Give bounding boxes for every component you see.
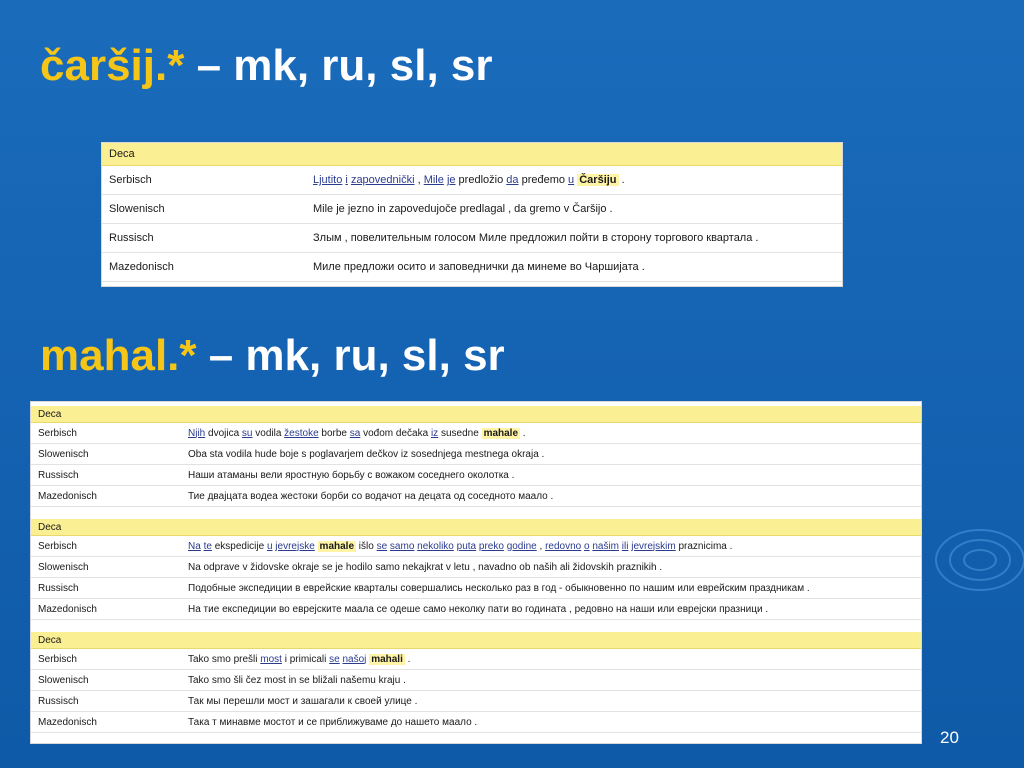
sentence-text: borbe bbox=[318, 427, 350, 439]
sentence-text: , bbox=[536, 540, 546, 552]
word-link[interactable]: nekoliko bbox=[417, 540, 454, 552]
word-link[interactable]: našim bbox=[592, 540, 620, 552]
sentence-cell bbox=[181, 578, 921, 599]
word-link[interactable]: su bbox=[241, 427, 253, 439]
sentence-text: На тие експедиции во еврејските маала се одеше само неколку пати во годината , редовно на наши или еврејски празници . bbox=[188, 603, 769, 615]
group-header-row bbox=[31, 519, 921, 536]
table-row bbox=[31, 444, 921, 465]
sentence-cell bbox=[306, 224, 842, 253]
sentence-text: vodila bbox=[252, 427, 285, 439]
word-link[interactable]: se bbox=[376, 540, 388, 552]
sentence-text: . bbox=[404, 653, 411, 665]
language-cell: Mazedonisch bbox=[102, 253, 306, 282]
word-link[interactable]: je bbox=[446, 174, 456, 186]
word-link[interactable]: i bbox=[345, 174, 348, 186]
language-cell: Mazedonisch bbox=[31, 712, 181, 733]
group-header-row bbox=[31, 632, 921, 649]
concordance-table-carsij bbox=[102, 143, 842, 282]
table-row bbox=[31, 536, 921, 557]
sentence-text: Тие двајцата водеа жестоки борби со водачот на децата од соседното маало . bbox=[188, 490, 554, 502]
sentence-cell bbox=[306, 253, 842, 282]
word-link[interactable]: o bbox=[583, 540, 590, 552]
word-link[interactable]: ili bbox=[621, 540, 629, 552]
sentence-cell bbox=[181, 599, 921, 620]
table-row bbox=[31, 649, 921, 670]
word-link[interactable]: godine bbox=[506, 540, 537, 552]
language-cell: Russisch bbox=[102, 224, 306, 253]
word-link[interactable]: iz bbox=[430, 427, 439, 439]
table-row bbox=[31, 423, 921, 444]
word-link[interactable]: sa bbox=[349, 427, 361, 439]
sentence-cell bbox=[306, 166, 842, 195]
sentence-text: Tako smo prešli bbox=[188, 653, 261, 665]
language-cell: Russisch bbox=[31, 578, 181, 599]
spacer-cell bbox=[31, 620, 921, 633]
sentence-text: išlo bbox=[356, 540, 377, 552]
title-keyword: mahal.* bbox=[40, 331, 197, 380]
sentence-cell bbox=[181, 444, 921, 465]
sentence-cell bbox=[181, 486, 921, 507]
sentence-cell bbox=[181, 691, 921, 712]
table-row bbox=[31, 670, 921, 691]
sentence-cell bbox=[181, 670, 921, 691]
keyword-highlight: Čaršiju bbox=[579, 174, 617, 186]
concordance-table-mahal bbox=[31, 406, 921, 733]
word-link[interactable]: se bbox=[329, 653, 340, 665]
word-link[interactable]: u bbox=[266, 540, 273, 552]
slide-title-mahal bbox=[40, 331, 505, 380]
sentence-text: . bbox=[618, 174, 625, 186]
sentence-text: ekspedicije bbox=[211, 540, 267, 552]
word-link[interactable]: da bbox=[506, 174, 519, 186]
word-link[interactable]: Njih bbox=[188, 427, 206, 439]
language-cell: Slowenisch bbox=[102, 195, 306, 224]
language-cell: Slowenisch bbox=[31, 444, 181, 465]
sentence-cell bbox=[181, 712, 921, 733]
language-cell: Slowenisch bbox=[31, 557, 181, 578]
table-row bbox=[31, 599, 921, 620]
group-header: Deca bbox=[31, 519, 921, 536]
sentence-text: praznicima . bbox=[675, 540, 733, 552]
sentence-text: Na odprave v židovske okraje se je hodilo samo nekajkrat v letu , navadno ob naših ali židovskih praznikih . bbox=[188, 561, 663, 573]
table-row bbox=[31, 557, 921, 578]
group-header: Deca bbox=[31, 406, 921, 423]
sentence-cell bbox=[181, 557, 921, 578]
concordance-panel-carsij bbox=[101, 142, 843, 287]
group-header-row bbox=[31, 406, 921, 423]
word-link[interactable]: te bbox=[203, 540, 212, 552]
language-cell: Serbisch bbox=[31, 423, 181, 444]
sentence-text: Миле предложи осито и заповеднички да минеме во Чаршијата . bbox=[313, 261, 645, 273]
table-row bbox=[31, 712, 921, 733]
word-link[interactable]: Mile bbox=[423, 174, 444, 186]
title-languages: – mk, ru, sl, sr bbox=[196, 331, 505, 380]
language-cell: Serbisch bbox=[31, 536, 181, 557]
group-header: Deca bbox=[102, 143, 842, 166]
table-row bbox=[31, 486, 921, 507]
table-row bbox=[31, 465, 921, 486]
group-spacer bbox=[31, 507, 921, 520]
table-row bbox=[102, 224, 842, 253]
sentence-text: Злым , повелительным голосом Миле предложил пойти в сторону торгового квартала . bbox=[313, 232, 759, 244]
sentence-text: predložio bbox=[455, 174, 507, 186]
word-link[interactable]: jevrejskim bbox=[631, 540, 676, 552]
sentence-cell bbox=[181, 423, 921, 444]
group-spacer bbox=[31, 620, 921, 633]
slide-title-carsij bbox=[40, 41, 493, 90]
language-cell: Mazedonisch bbox=[31, 599, 181, 620]
sentence-text: Подобные экспедиции в еврейские кварталы совершались несколько раз в год - обыкновенно по нашим или еврейским праздникам . bbox=[188, 582, 810, 594]
language-cell: Mazedonisch bbox=[31, 486, 181, 507]
sentence-text: Так мы перешли мост и зашагали к своей улице . bbox=[188, 695, 418, 707]
sentence-cell bbox=[181, 465, 921, 486]
sentence-text: dvojica bbox=[205, 427, 242, 439]
sentence-text: Така т минавме мостот и се приближуваме до нашето маало . bbox=[188, 716, 478, 728]
language-cell: Russisch bbox=[31, 465, 181, 486]
word-link[interactable]: preko bbox=[478, 540, 504, 552]
sentence-text: susedne bbox=[438, 427, 482, 439]
language-cell: Serbisch bbox=[31, 649, 181, 670]
word-link[interactable]: žestoke bbox=[284, 427, 319, 439]
language-cell: Slowenisch bbox=[31, 670, 181, 691]
word-link[interactable]: Na bbox=[188, 540, 201, 552]
sentence-text: vođom dečaka bbox=[360, 427, 431, 439]
word-link[interactable]: puta bbox=[456, 540, 477, 552]
sentence-text: , bbox=[414, 174, 424, 186]
sentence-cell bbox=[181, 536, 921, 557]
word-link[interactable]: Ljutito bbox=[313, 174, 343, 186]
page-number: 20 bbox=[940, 728, 959, 747]
sentence-text: pređemo bbox=[518, 174, 569, 186]
keyword-highlight: mahale bbox=[483, 427, 519, 439]
word-link[interactable]: našoj bbox=[342, 653, 367, 665]
word-link[interactable]: samo bbox=[389, 540, 415, 552]
title-keyword: čaršij.* bbox=[40, 41, 185, 90]
sentence-cell bbox=[306, 195, 842, 224]
sentence-cell bbox=[181, 649, 921, 670]
sentence-text: . bbox=[520, 427, 526, 439]
language-cell: Serbisch bbox=[102, 166, 306, 195]
sentence-text: Oba sta vodila hude boje s poglavarjem dečkov iz sosednjega mestnega okraja . bbox=[188, 448, 545, 460]
group-header-row bbox=[102, 143, 842, 166]
table-row bbox=[31, 691, 921, 712]
keyword-highlight: mahale bbox=[319, 540, 355, 552]
table-row bbox=[102, 166, 842, 195]
word-link[interactable]: jevrejske bbox=[275, 540, 315, 552]
table-row bbox=[31, 578, 921, 599]
group-header: Deca bbox=[31, 632, 921, 649]
keyword-highlight: mahali bbox=[371, 653, 403, 665]
language-cell: Russisch bbox=[31, 691, 181, 712]
sentence-text: Tako smo šli čez most in se bližali našemu kraju . bbox=[188, 674, 406, 686]
spacer-cell bbox=[31, 507, 921, 520]
sentence-text: Mile je jezno in zapovedujoče predlagal , da gremo v Čaršijo . bbox=[313, 203, 613, 215]
title-languages: – mk, ru, sl, sr bbox=[184, 41, 493, 90]
word-link[interactable]: redovno bbox=[545, 540, 582, 552]
table-row bbox=[102, 195, 842, 224]
word-link[interactable]: zapovednički bbox=[350, 174, 415, 186]
word-link[interactable]: most bbox=[260, 653, 282, 665]
word-link[interactable]: u bbox=[568, 174, 575, 186]
sentence-text: Наши атаманы вели яростную борьбу с вожаком соседнего околотка . bbox=[188, 469, 515, 481]
sentence-text: i primicali bbox=[281, 653, 330, 665]
table-row bbox=[102, 253, 842, 282]
ripple-decoration bbox=[930, 520, 1024, 600]
concordance-panel-mahal bbox=[30, 401, 922, 744]
